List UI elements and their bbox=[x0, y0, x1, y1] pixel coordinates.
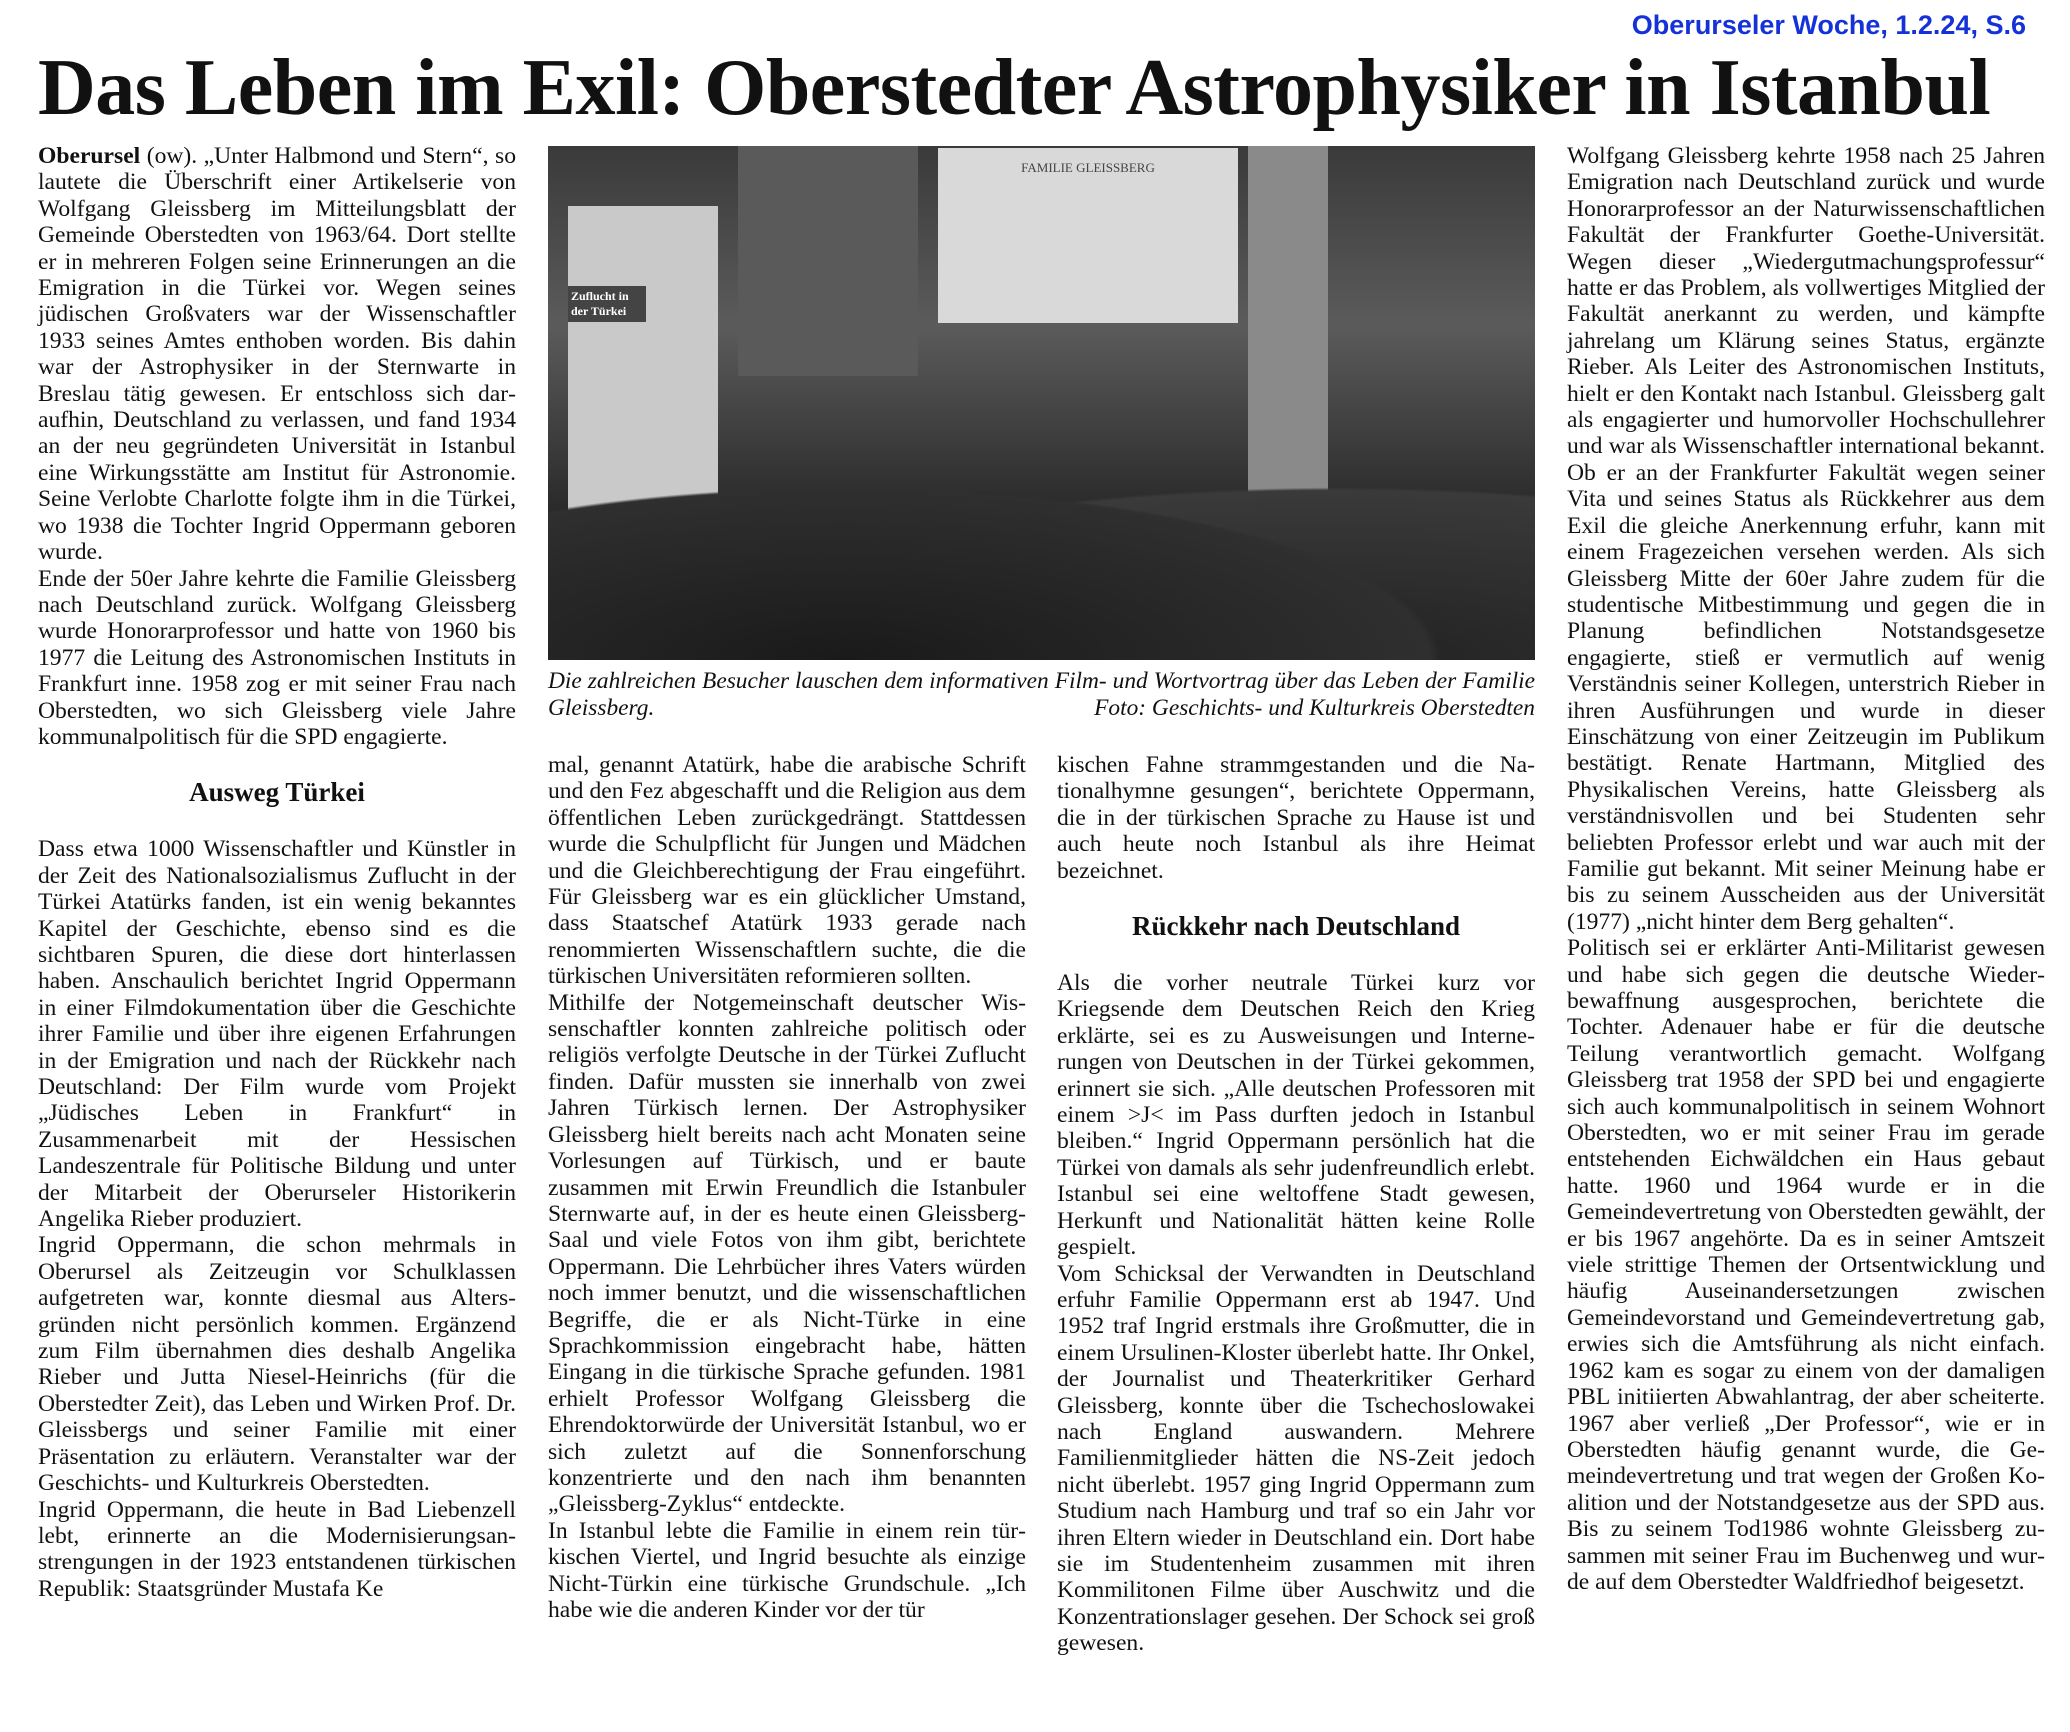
paragraph: Ingrid Oppermann, die schon mehrmals in Oberursel als Zeitzeugin vor Schulklassen aufgetreten war, konnte diesmal aus Altersgründen nicht persönlich kommen. Ergänzend zum Film übernahmen dies deshalb Angelika Rieber und Jutta Niesel-Heinrichs (für die Oberstedter Zeit), das Leben und Wirken Prof. Dr. Gleissbergs und seiner Familie mit einer Präsentation zu erläutern. Veranstalter war der Geschichts- und Kulturkreis Oberstedten. bbox=[38, 1232, 516, 1497]
paragraph: kischen Fahne strammgestanden und die Nationalhymne gesungen“, berichtete Oppermann, die in der türkischen Sprache zu Hause ist und auch heute noch Istanbul als ihre Heimat bezeichnet. bbox=[1057, 752, 1535, 884]
source-reference: Oberurseler Woche, 1.2.24, S.6 bbox=[1631, 10, 2026, 40]
article-column-4 bbox=[1567, 143, 2045, 1595]
article-column-2 bbox=[548, 752, 1026, 1623]
event-photo bbox=[548, 146, 1535, 660]
article-column-1 bbox=[38, 143, 516, 1602]
paragraph: Wolfgang Gleissberg kehrte 1958 nach 25 Jahren Emigration nach Deutschland zurück und wurde Honorarprofessor an der Naturwissenschaftlichen Fakultät der Frankfurter Goethe-Universität. Wegen dieser „Wiedergutmachungsprofessur“ hatte er das Problem, als vollwertiges Mitglied der Fakultät anerkannt zu werden, und kämpfte jahrelang um Klärung seines Status, ergänzte Rieber. Als Leiter des Astronomischen Instituts, hielt er den Kontakt nach Istanbul. Gleissberg galt als engagierter und humorvoller Hochschullehrer und war als Wissenschaftler international bekannt. Ob er an der Frankfurter Fakultät wegen seiner Vita und seines Status als Rückkehrer aus dem Exil die gleiche Anerkennung erfuhr, kann mit einem Fragezeichen versehen werden. Als sich Gleissberg Mitte der 60er Jahre zudem für die studentische Mitbestimmung und gegen die in Planung befindlichen Notstandsgesetze engagierte, stieß er vermutlich auf wenig Verständnis seiner Kollegen, unterstrich Rieber in ihren Ausführungen und wurde in dieser Einschätzung von einer Zeitzeugin im Publikum bestätigt. Renate Hartmann, Mitglied des Physikalischen Vereins, hatte Gleissberg als verständnisvollen und bei Studenten sehr beliebten Professor erlebt und war auch mit der Familie gut bekannt. Mit seiner Meinung habe er bis zu seinem Ausscheiden aus der Universität (1977) „nicht hinter dem Berg gehalten“. bbox=[1567, 143, 2045, 935]
paragraph: Mithilfe der Notgemeinschaft deutscher Wissenschaftler konnten zahlreiche politisch oder religiös verfolgte Deutsche in der Türkei Zuflucht finden. Dafür mussten sie innerhalb von zwei Jahren Türkisch lernen. Der Astrophysiker Gleissberg hielt bereits nach acht Monaten seine Vorlesungen auf Türkisch, und er baute zusammen mit Erwin Freundlich die Istanbuler Sternwarte auf, in der es heute einen Gleissberg-Saal und viele Fotos von ihm gibt, berichtete Oppermann. Die Lehrbücher ihres Vaters würden noch immer benutzt, und die wissenschaftlichen Begriffe, die er als Nicht-Türke in eine Sprachkommission eingebracht habe, hätten Eingang in die türkische Sprache gefunden. 1981 erhielt Professor Wolfgang Gleissberg die Ehrendoktorwürde der Universität Istanbul, wo er sich zuletzt auf die Sonnenforschung konzentrierte und den nach ihm benannten „Gleissberg-Zyklus“ entdeckte. bbox=[548, 989, 1026, 1518]
subheading: Rückkehr nach Deutschland bbox=[1131, 911, 1461, 942]
agency-tag: (ow). bbox=[140, 143, 204, 169]
caption-text: Die zahlreichen Besucher lauschen dem informativen Film- und Wortvortrag über das Leben der Familie Gleissberg. bbox=[548, 668, 1535, 721]
photo-caption bbox=[548, 668, 1535, 722]
display-shelf bbox=[738, 146, 918, 376]
projection-screen bbox=[938, 148, 1238, 323]
paragraph: mal, genannt Atatürk, habe die arabische Schrift und den Fez abgeschafft und die Religion aus dem öffentlichen Leben zurückgedrängt. Stattdessen wurde die Schulpflicht für Jungen und Mädchen und die Gleichberechtigung der Frau eingeführt. Für Gleissberg war es ein glücklicher Umstand, dass Staatschef Atatürk 1933 gerade nach renommierten Wissenschaftlern suchte, die die türkischen Universitäten reformieren sollten. bbox=[548, 752, 1026, 990]
rollup-title: Zuflucht in der Türkei bbox=[568, 286, 646, 322]
paragraph: Ingrid Oppermann, die heute in Bad Liebenzell lebt, erinnerte an die Modernisierungsanstrengungen in der 1923 entstandenen türkischen Republik: Staatsgründer Mustafa Ke bbox=[38, 1496, 516, 1602]
screen-title: FAMILIE GLEISSBERG bbox=[1021, 160, 1155, 175]
headline: Das Leben im Exil: Oberstedter Astrophysiker in Istanbul bbox=[38, 44, 1991, 132]
article-column-3 bbox=[1057, 752, 1535, 1657]
paragraph: Vom Schicksal der Verwandten in Deutschland erfuhr Familie Oppermann erst ab 1947. Und 1952 traf Ingrid erstmals ihre Großmutter, die in einem Ursulinen-Kloster überlebt hatte. Ihr Onkel, der Journalist und Theaterkritiker Gerhard Gleissberg, konnte über die Tschechoslowakei nach England auswandern. Mehrere Familienmitglieder hätten die NS-Zeit jedoch nicht überlebt. 1957 ging Ingrid Oppermann zum Studium nach Hamburg und traf so ein Jahr vor ihren Eltern wieder in Deutschland ein. Dort habe sie im Studentenheim zusammen mit ihren Kommilitonen Filme über Auschwitz und die Konzentrationslager gesehen. Der Schock sei groß gewesen. bbox=[1057, 1260, 1535, 1657]
paragraph: Als die vorher neutrale Türkei kurz vor Kriegsende dem Deutschen Reich den Krieg erklärte, sei es zu Ausweisungen und Internerungen von Deutschen in der Türkei gekommen, erinnert sie sich. „Alle deutschen Professoren mit einem >J< im Pass durften jedoch in Istanbul bleiben.“ Ingrid Oppermann persönlich hat die Türkei von damals als sehr judenfreundlich erlebt. Istanbul sei eine weltoffene Stadt gewesen, Herkunft und Nationalität hätten keine Rolle gespielt. bbox=[1057, 970, 1535, 1261]
audience bbox=[548, 460, 1535, 660]
paragraph: Politisch sei er erklärter Anti-Militarist gewesen und habe sich gegen die deutsche Wiederbewaffnung ausgesprochen, berichtete die Tochter. Adenauer habe er für die deutsche Teilung verantwortlich gemacht. Wolfgang Gleissberg trat 1958 der SPD bei und engagierte sich auch kommunalpolitisch in seinem Wohnort Oberstedten, wo er mit seiner Frau im gerade entstehenden Eichwäldchen ein Haus gebaut hatte. 1960 und 1964 wurde er in die Gemeindevertretung von Oberstedten gewählt, der er bis 1967 angehörte. Da es in seiner Amtszeit viele strittige Themen der Ortsentwicklung und häufig Auseinandersetzungen zwischen Gemeindevorstand und Gemeindevertretung gab, erwies sich die Amtsführung als nicht einfach. 1962 kam es sogar zu einem von der damaligen PBL initiierten Abwahlantrag, der aber scheiterte. 1967 aber verließ „Der Professor“, wie er in Oberstedten häufig genannt wurde, die Gemeindevertretung und trat wegen der Großen Koalition und der Notstandgesetze aus der SPD aus. Bis zu seinem Tod1986 wohnte Gleissberg zusammen mit seiner Frau im Buchenweg und wurde auf dem Oberstedter Waldfriedhof beigesetzt. bbox=[1567, 935, 2045, 1595]
flag-banner bbox=[1248, 146, 1328, 506]
dateline: Oberursel bbox=[38, 143, 141, 169]
subheading: Ausweg Türkei bbox=[189, 777, 365, 808]
paragraph: Dass etwa 1000 Wissenschaftler und Künstler in der Zeit des Nationalsozialismus Zuflucht in der Türkei Atatürks fanden, ist ein wenig bekanntes Kapitel der Geschichte, ebenso sind es die sichtbaren Spuren, die diese dort hinterlassen haben. Anschaulich berichtet Ingrid Oppermann in einer Filmdokumentation über die Geschichte ihrer Familie und über ihre eigenen Erfahrungen in der Emigration und nach der Rückkehr nach Deutschland: Der Film wurde vom Projekt „Jüdisches Leben in Frankfurt“ in Zusammenarbeit mit der Hessischen Landeszentrale für Politische Bildung und unter der Mitarbeit der Oberurseler Historikerin Angelika Rieber produziert. bbox=[38, 836, 516, 1233]
paragraph: Ende der 50er Jahre kehrte die Familie Gleissberg nach Deutschland zurück. Wolfgang Gleissberg wurde Honorarprofessor und hatte von 1960 bis 1977 die Leitung des Astronomischen Instituts in Frankfurt inne. 1958 zog er mit seiner Frau nach Oberstedten, wo sich Gleissberg viele Jahre kommunalpolitisch für die SPD engagierte. bbox=[38, 565, 516, 750]
paragraph-text: „Unter Halbmond und Stern“, so lautete die Überschrift einer Artikelserie von Wolfgang Gleissberg im Mitteilungsblatt der Gemeinde Oberstedten von 1963/64. Dort stellte er in mehreren Folgen seine Erinnerungen an die Emigration in die Türkei vor. Wegen seines jüdischen Großvaters war der Wissenschaftler 1933 seines Amtes enthoben worden. Bis dahin war der Astrophysiker in der Sternwarte in Breslau tätig gewesen. Er entschloss sich daraufhin, Deutschland zu verlassen, und fand 1934 an der neu gegründeten Universität in Istanbul eine Wirkungsstätte am Institut für Astronomie. Seine Verlobte Charlotte folgte ihm in die Türkei, wo 1938 die Tochter Ingrid Oppermann geboren wurde. bbox=[38, 143, 516, 566]
paragraph bbox=[38, 143, 516, 566]
paragraph: In Istanbul lebte die Familie in einem rein türkischen Viertel, und Ingrid besuchte als einzige Nicht-Türkin eine türkische Grundschule. „Ich habe wie die anderen Kinder vor der tür bbox=[548, 1517, 1026, 1623]
photo-credit: Foto: Geschichts- und Kulturkreis Oberstedten bbox=[1094, 695, 1535, 721]
